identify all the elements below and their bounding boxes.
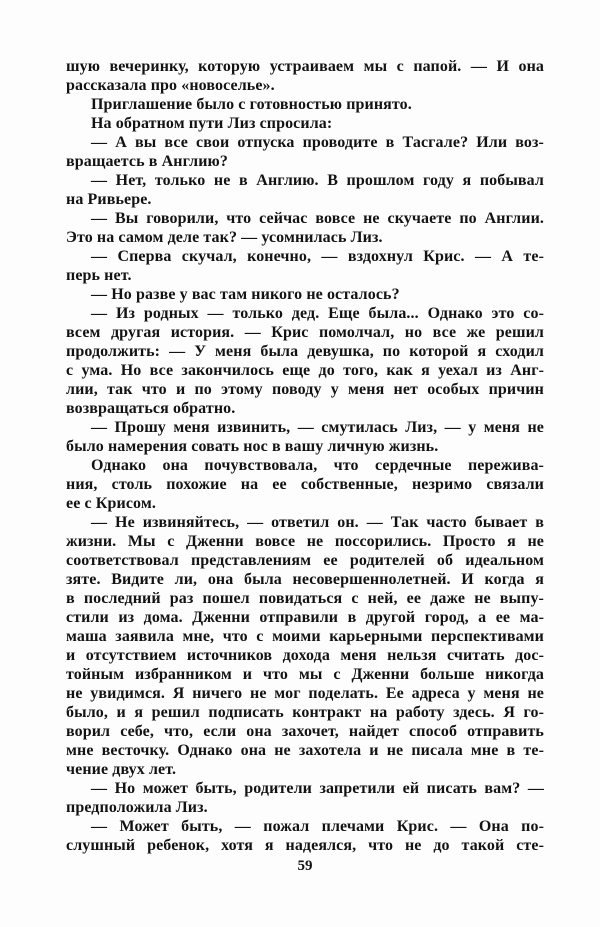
text-line: ния, столь похожие на ее собственные, незримо связали bbox=[66, 476, 544, 493]
text-line: тойным избранником и что мы с Дженни больше никогда bbox=[66, 666, 544, 683]
text-line: — Прошу меня извинить, — смутилась Лиз, — у меня не bbox=[91, 419, 544, 436]
text-line: мне весточку. Однако она не захотела и не писала мне в те- bbox=[66, 742, 544, 759]
text-line: — Из родных — только дед. Еще была... Однако это со- bbox=[91, 305, 544, 322]
text-line: было, и я решил подписать контракт на работу здесь. Я го- bbox=[66, 704, 544, 721]
body-text-block bbox=[66, 57, 544, 855]
text-line: жизни. Мы с Дженни вовсе не поссорились. Просто я не bbox=[66, 533, 544, 550]
page-number: 59 bbox=[297, 858, 313, 874]
text-line: не увидимся. Я ничего не мог поделать. Ее адреса у меня не bbox=[66, 685, 544, 702]
text-line: стили из дома. Дженни отправили в другой город, а ее ма- bbox=[66, 609, 544, 626]
text-line: лии, так что и по этому поводу у меня нет особых причин bbox=[66, 381, 544, 398]
text-line: на Ривьере. bbox=[66, 191, 152, 208]
text-line: с ума. Но все закончилось еще до того, как я уехал из Анг- bbox=[66, 362, 544, 379]
text-line: продолжить: — У меня была девушка, по которой я сходил bbox=[66, 343, 544, 360]
text-line: соответствовал представлениям ее родителей об идеальном bbox=[66, 552, 544, 569]
text-line: перь нет. bbox=[66, 267, 132, 284]
text-line: — Но может быть, родители запретили ей писать вам? — bbox=[91, 780, 544, 797]
text-line: Это на самом деле так? — усомнилась Лиз. bbox=[66, 229, 383, 246]
text-line: в последний раз пошел повидаться с ней, ее даже не выпу- bbox=[66, 590, 544, 607]
text-line: — Не извиняйтесь, — ответил он. — Так часто бывает в bbox=[91, 514, 544, 531]
text-line: предположила Лиз. bbox=[66, 799, 208, 816]
text-line: — Вы говорили, что сейчас вовсе не скучаете по Англии. bbox=[91, 210, 544, 227]
text-line: — Может быть, — пожал плечами Крис. — Она по- bbox=[91, 818, 544, 835]
text-line: маша заявила мне, что с моими карьерными перспективами bbox=[66, 628, 544, 645]
text-line: слушный ребенок, хотя я надеялся, что не до такой сте- bbox=[66, 837, 544, 854]
text-line: всем другая история. — Крис помолчал, но все же решил bbox=[66, 324, 544, 341]
text-line: На обратном пути Лиз спросила: bbox=[91, 115, 333, 132]
text-line: — Сперва скучал, конечно, — вздохнул Крис. — А те- bbox=[91, 248, 544, 265]
text-line: рассказала про «новоселье». bbox=[66, 77, 275, 94]
text-line: Однако она почувствовала, что сердечные пережива- bbox=[91, 457, 544, 474]
text-line: было намерения совать нос в вашу личную жизнь. bbox=[66, 438, 439, 455]
text-line: ее с Крисом. bbox=[66, 495, 156, 512]
text-line: — Нет, только не в Англию. В прошлом году я побывал bbox=[91, 172, 544, 189]
text-line: — А вы все свои отпуска проводите в Тасгале? Или воз- bbox=[91, 134, 544, 151]
text-line: ворил себе, что, если она захочет, найдет способ отправить bbox=[66, 723, 544, 740]
text-line: чение двух лет. bbox=[66, 761, 177, 778]
text-line: Приглашение было с готовностью принято. bbox=[91, 96, 412, 113]
text-line: и отсутствием источников дохода меня нельзя считать дос- bbox=[66, 647, 544, 664]
text-line: зяте. Видите ли, она была несовершеннолетней. И когда я bbox=[66, 571, 544, 588]
text-line: возвращаться обратно. bbox=[66, 400, 236, 417]
text-line: — Но разве у вас там никого не осталось? bbox=[91, 286, 400, 303]
text-line: шую вечеринку, которую устраиваем мы с папой. — И она bbox=[66, 58, 544, 75]
text-line: вращаетсь в Англию? bbox=[66, 153, 228, 170]
